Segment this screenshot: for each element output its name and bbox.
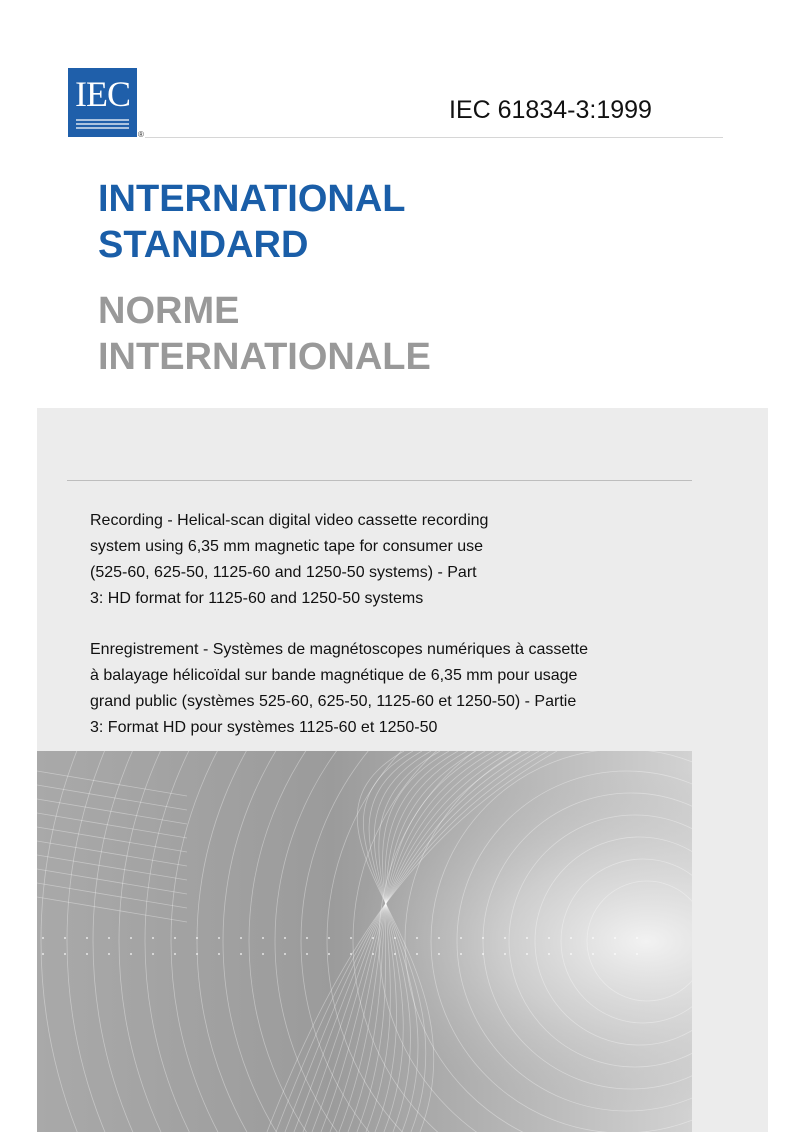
- artwork-dot: [504, 953, 506, 955]
- artwork-dot: [614, 937, 616, 939]
- logo-text: IEC: [75, 74, 130, 114]
- artwork-dot: [306, 937, 308, 939]
- artwork-dot: [240, 953, 242, 955]
- artwork-dot: [460, 953, 462, 955]
- panel-divider: [67, 480, 692, 481]
- artwork-dot: [218, 937, 220, 939]
- artwork-dot: [42, 937, 44, 939]
- artwork-dot: [328, 937, 330, 939]
- header-divider: [145, 137, 723, 138]
- artwork-dot: [174, 953, 176, 955]
- artwork-dot: [482, 953, 484, 955]
- artwork-dot: [636, 937, 638, 939]
- artwork-dot: [108, 953, 110, 955]
- artwork-dot: [394, 937, 396, 939]
- artwork-dot: [130, 953, 132, 955]
- artwork-dot: [108, 937, 110, 939]
- artwork-dot: [42, 953, 44, 955]
- artwork-dot: [350, 937, 352, 939]
- artwork-dot: [152, 953, 154, 955]
- artwork-dot: [570, 937, 572, 939]
- artwork-dot: [196, 953, 198, 955]
- artwork-dot: [218, 953, 220, 955]
- artwork-dot: [64, 937, 66, 939]
- artwork-dot: [438, 937, 440, 939]
- artwork-dot: [372, 937, 374, 939]
- artwork-dot: [416, 937, 418, 939]
- artwork-dot: [592, 937, 594, 939]
- artwork-dot: [548, 937, 550, 939]
- artwork-dot: [416, 953, 418, 955]
- artwork-dot: [152, 937, 154, 939]
- title-english: INTERNATIONAL STANDARD: [98, 178, 406, 266]
- artwork-dot: [460, 937, 462, 939]
- registered-mark: ®: [138, 130, 144, 139]
- artwork-dot: [262, 953, 264, 955]
- artwork-dot: [350, 953, 352, 955]
- description-french: Enregistrement - Systèmes de magnétoscopes numériques à cassette à balayage hélicoïdal sur bande magnétique de 6,35 mm pour usage grand public (systèmes 525-60, 625-50, 1125-60 et 1250-50) - Partie 3: Format HD pour systèmes 1125-60 et 1250-50: [90, 641, 589, 736]
- description-english: Recording - Helical-scan digital video cassette recording system using 6,35 mm magnetic tape for consumer use (525-60, 625-50, 1125-60 and 1250-50 systems) - Part 3: HD format for 1125-60 and 1250-50 systems: [90, 512, 489, 607]
- artwork-dot: [328, 953, 330, 955]
- artwork-dot: [592, 953, 594, 955]
- artwork-dot: [526, 953, 528, 955]
- artwork-dot: [504, 937, 506, 939]
- artwork-dot: [372, 953, 374, 955]
- artwork-dot: [394, 953, 396, 955]
- artwork-dot: [636, 953, 638, 955]
- artwork-dot: [548, 953, 550, 955]
- artwork-dot: [482, 937, 484, 939]
- artwork-dot: [306, 953, 308, 955]
- logo-lines: [76, 118, 129, 130]
- artwork-dot: [196, 937, 198, 939]
- artwork-dot: [614, 953, 616, 955]
- artwork-dot: [130, 937, 132, 939]
- artwork-dot: [240, 937, 242, 939]
- artwork-dot: [570, 953, 572, 955]
- iec-logo: [68, 68, 137, 137]
- artwork-dot: [438, 953, 440, 955]
- artwork-dot: [174, 937, 176, 939]
- artwork-dot: [86, 953, 88, 955]
- artwork-dot: [64, 953, 66, 955]
- artwork-dot: [526, 937, 528, 939]
- cover-artwork: [37, 751, 692, 1132]
- artwork-dot: [284, 953, 286, 955]
- title-french: NORME INTERNATIONALE: [98, 290, 431, 378]
- artwork-dot: [284, 937, 286, 939]
- artwork-dot: [262, 937, 264, 939]
- artwork-dot: [86, 937, 88, 939]
- document-number: IEC 61834-3:1999: [449, 96, 652, 124]
